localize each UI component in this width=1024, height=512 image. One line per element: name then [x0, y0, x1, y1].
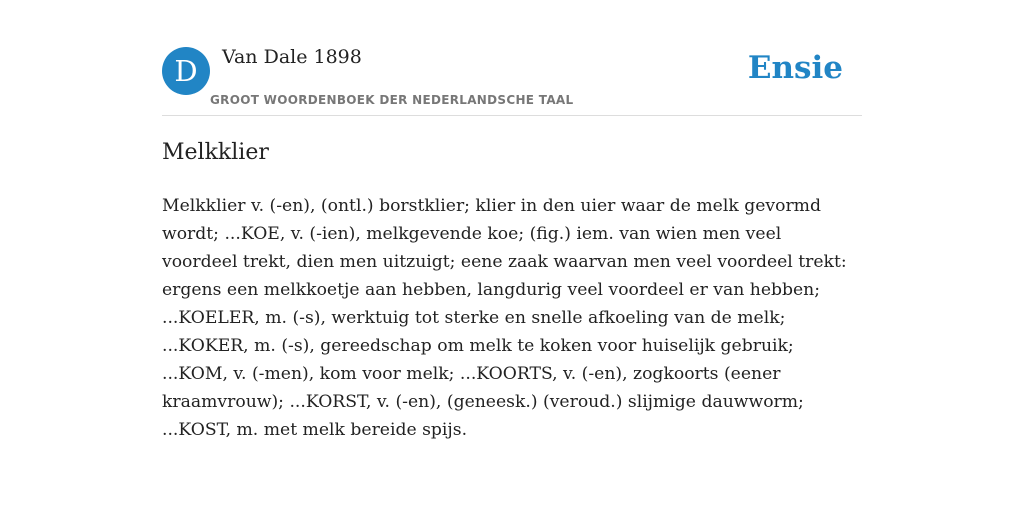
header-divider	[162, 115, 862, 116]
entry-headword: Melkklier	[162, 140, 269, 165]
ensie-logo-link[interactable]: Ensie	[747, 50, 843, 86]
source-subtitle: GROOT WOORDENBOEK DER NEDERLANDSCHE TAAL	[210, 93, 574, 107]
source-logo-badge[interactable]: D	[162, 47, 210, 95]
source-title[interactable]: Van Dale 1898	[222, 46, 362, 68]
entry-definition: Melkklier v. (-en), (ontl.) borstklier; klier in den uier waar de melk gevormd wordt; ...KOE, v. (-ien), melkgevende koe; (fig.) iem. van wien men veel voordeel trekt, dien men uitzuigt; eene zaak waarvan men veel voordeel trekt: ergens een melkkoetje aan hebben, langdurig veel voordeel er van hebben; ...KOELER, m. (-s), werktuig tot sterke en snelle afkoeling van de melk; ...KOKER, m. (-s), gereedschap om melk te koken voor huiselijk gebruik; ...KOM, v. (-men), kom voor melk; ...KOORTS, v. (-en), zogkoorts (eener kraamvrouw); ...KORST, v. (-en), (geneesk.) (veroud.) slijmige dauwworm; ...KOST, m. met melk bereide spijs.	[162, 196, 847, 440]
